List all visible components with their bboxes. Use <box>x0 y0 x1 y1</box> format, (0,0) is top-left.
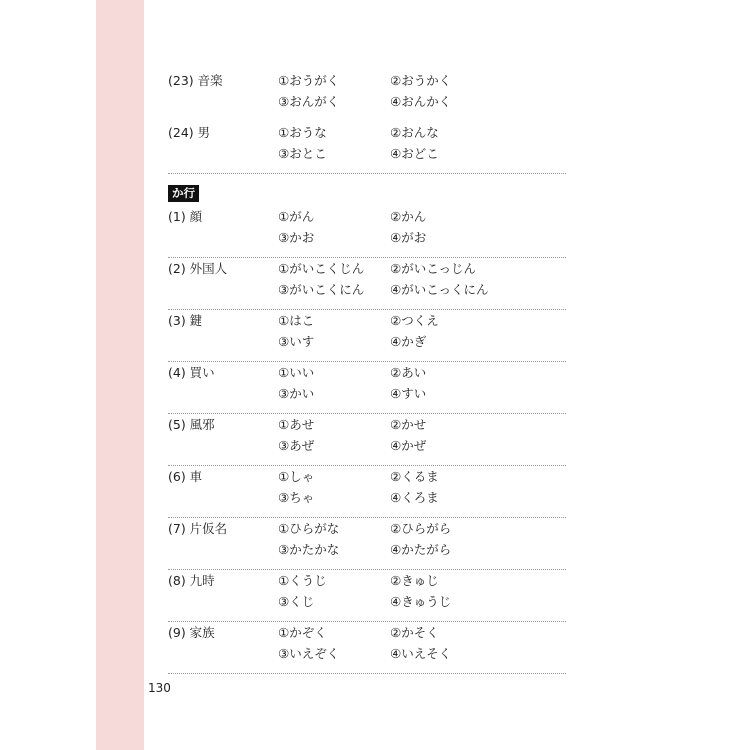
answer-option-4[interactable]: ④がいこっくにん <box>390 282 489 297</box>
section-heading: か行 <box>168 185 199 202</box>
question-entry-24 <box>168 122 566 174</box>
answer-option-1[interactable]: ①おうがく <box>278 73 340 88</box>
answer-option-1[interactable]: ①がいこくじん <box>278 261 365 276</box>
answer-option-2[interactable]: ②おうかく <box>390 73 452 88</box>
answer-option-3[interactable]: ③かお <box>278 230 315 245</box>
answer-option-4[interactable]: ④おんかく <box>390 94 452 109</box>
question-entry-23 <box>168 70 566 122</box>
answer-option-3[interactable]: ③いえぞく <box>278 646 340 661</box>
answer-option-1[interactable]: ①いい <box>278 365 315 380</box>
question-entry-3 <box>168 310 566 362</box>
answer-option-4[interactable]: ④かぜ <box>390 438 427 453</box>
answer-option-1[interactable]: ①ひらがな <box>278 521 340 536</box>
answer-option-1[interactable]: ①がん <box>278 209 315 224</box>
question-label: (1) 顔 <box>168 209 203 224</box>
question-entry-9 <box>168 622 566 674</box>
answer-option-3[interactable]: ③あぜ <box>278 438 315 453</box>
answer-option-2[interactable]: ②きゅじ <box>390 573 439 588</box>
question-entry-8 <box>168 570 566 622</box>
answer-option-2[interactable]: ②あい <box>390 365 427 380</box>
question-label: (8) 九時 <box>168 573 215 588</box>
answer-option-3[interactable]: ③かたかな <box>278 542 340 557</box>
answer-option-2[interactable]: ②つくえ <box>390 313 439 328</box>
answer-option-3[interactable]: ③かい <box>278 386 315 401</box>
question-entry-1 <box>168 206 566 258</box>
answer-option-2[interactable]: ②かそく <box>390 625 439 640</box>
answer-option-1[interactable]: ①はこ <box>278 313 315 328</box>
answer-option-3[interactable]: ③がいこくにん <box>278 282 365 297</box>
question-label: (3) 鍵 <box>168 313 203 328</box>
answer-option-4[interactable]: ④かたがら <box>390 542 452 557</box>
answer-option-4[interactable]: ④かぎ <box>390 334 427 349</box>
question-label: (4) 買い <box>168 365 215 380</box>
answer-option-4[interactable]: ④きゅうじ <box>390 594 452 609</box>
page-number: 130 <box>148 681 171 695</box>
answer-option-4[interactable]: ④おどこ <box>390 146 439 161</box>
answer-option-1[interactable]: ①くうじ <box>278 573 327 588</box>
question-entry-4 <box>168 362 566 414</box>
question-label: (9) 家族 <box>168 625 215 640</box>
answer-option-2[interactable]: ②ひらがら <box>390 521 452 536</box>
answer-option-4[interactable]: ④くろま <box>390 490 439 505</box>
answer-option-3[interactable]: ③おとこ <box>278 146 327 161</box>
question-entry-7 <box>168 518 566 570</box>
question-entry-5 <box>168 414 566 466</box>
question-label: (5) 風邪 <box>168 417 215 432</box>
question-entry-2 <box>168 258 566 310</box>
question-label: (6) 車 <box>168 469 203 484</box>
question-label: (23) 音楽 <box>168 73 223 88</box>
answer-option-4[interactable]: ④いえそく <box>390 646 452 661</box>
answer-option-1[interactable]: ①かぞく <box>278 625 327 640</box>
answer-option-4[interactable]: ④がお <box>390 230 427 245</box>
answer-option-2[interactable]: ②かせ <box>390 417 427 432</box>
question-label: (2) 外国人 <box>168 261 228 276</box>
question-label: (7) 片仮名 <box>168 521 228 536</box>
side-color-band <box>96 0 144 750</box>
answer-option-1[interactable]: ①おうな <box>278 125 327 140</box>
answer-option-2[interactable]: ②がいこっじん <box>390 261 476 276</box>
answer-option-2[interactable]: ②おんな <box>390 125 439 140</box>
question-entry-6 <box>168 466 566 518</box>
answer-option-2[interactable]: ②くるま <box>390 469 439 484</box>
answer-option-2[interactable]: ②かん <box>390 209 427 224</box>
answer-option-1[interactable]: ①あせ <box>278 417 315 432</box>
answer-option-3[interactable]: ③いす <box>278 334 315 349</box>
answer-option-3[interactable]: ③ちゃ <box>278 490 315 505</box>
answer-option-1[interactable]: ①しゃ <box>278 469 315 484</box>
answer-option-3[interactable]: ③くじ <box>278 594 315 609</box>
answer-option-3[interactable]: ③おんがく <box>278 94 340 109</box>
question-label: (24) 男 <box>168 125 211 140</box>
answer-option-4[interactable]: ④すい <box>390 386 427 401</box>
